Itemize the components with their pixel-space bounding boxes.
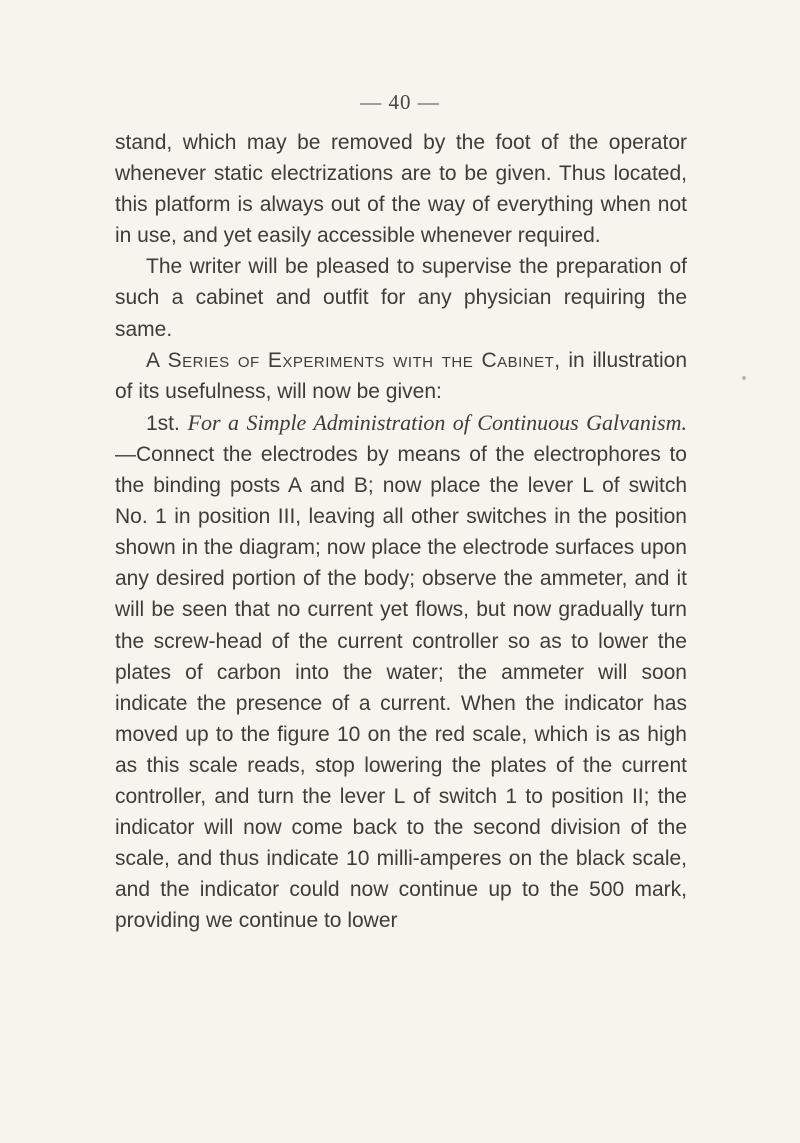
paragraph-series-intro <box>115 345 687 407</box>
series-heading: A Series of Experiments with the Cabinet, <box>146 348 561 372</box>
paragraph-offer: The writer will be pleased to supervise the preparation of such a cabinet and outfit for any physician requiring the same. <box>115 255 687 341</box>
paper-speck <box>742 376 746 380</box>
page-number: — 40 — <box>360 90 440 114</box>
experiment-body: —Connect the electrodes by means of the electrophores to the binding posts A and B; now place the lever L of switch No. 1 in position III, leaving all other switches in the position shown in the diagram; now place the electrode surfaces upon any desired portion of the body; observe the ammeter, and it will be seen that no current yet flows, but now gradually turn the screw-head of the current controller so as to lower the plates of carbon into the water; the ammeter will soon indicate the presence of a current. When the indicator has moved up to the figure 10 on the red scale, which is as high as this scale reads, stop lowering the plates of the current controller, and turn the lever L of switch 1 to position II; the indicator will now come back to the second division of the scale, and thus indicate 10 milli-amperes on the black scale, and the indicator could now continue up to the 500 mark, providing we continue to lower <box>115 442 687 933</box>
body-text <box>115 127 687 936</box>
paragraph-continuation: stand, which may be removed by the foot of the operator whenever static electrizations are to be given. Thus located, this platform is always out of the way of everything when not in use, and yet easily accessible whenever required. <box>115 131 687 248</box>
experiment-title: For a Simple Administration of Continuous Galvanism. <box>187 409 687 435</box>
series-intro-text: in illustration of its usefulness, will now be given: <box>115 348 687 403</box>
paragraph-experiment-1 <box>115 407 687 937</box>
experiment-number: 1st. <box>146 411 180 435</box>
